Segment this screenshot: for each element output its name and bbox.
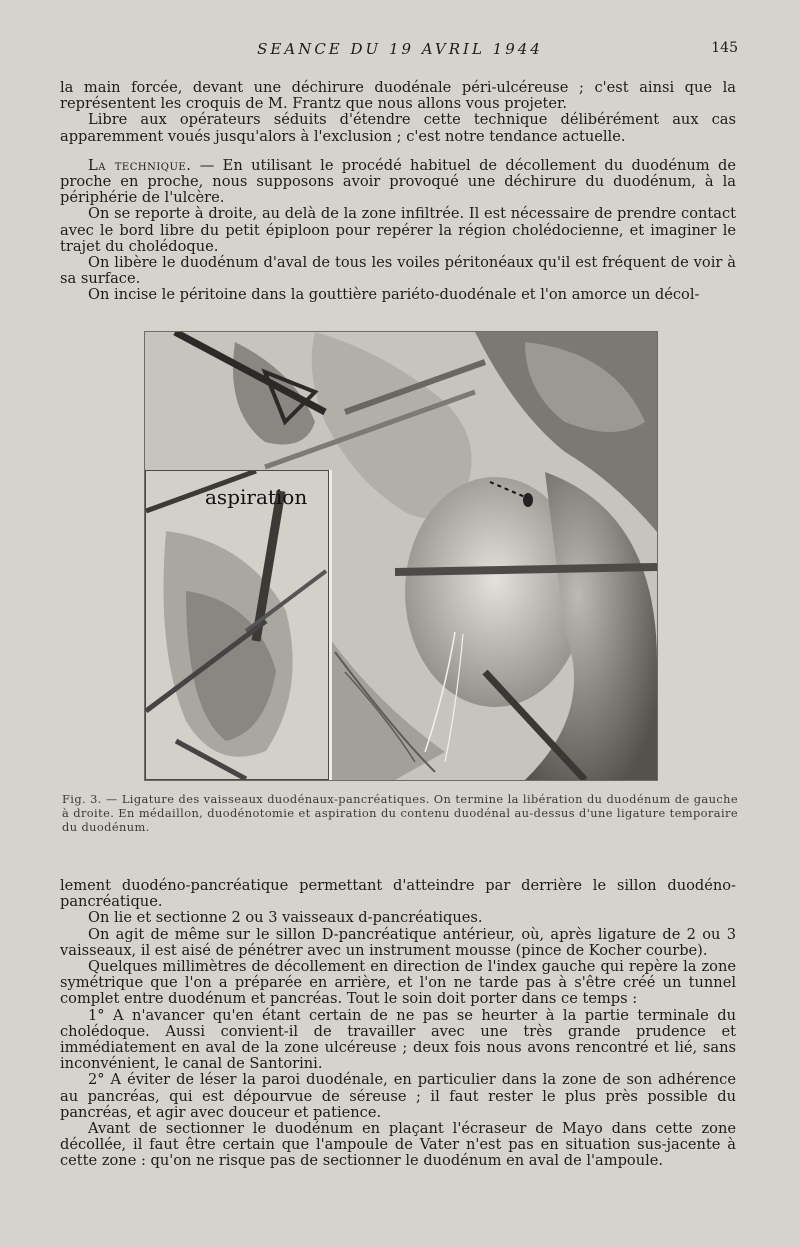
page-number: 145 [711, 40, 738, 56]
technique-paragraph [60, 158, 736, 207]
paragraph: 2° A éviter de léser la paroi duodénale, en particulier dans la zone de son adhérence au pancréas, qui est dépourvue de séreuse ; il faut rester le plus près possible du pancréas, et agir avec douceur et patience. [60, 1071, 736, 1121]
bottom-text [60, 878, 736, 1170]
paragraph: On lie et sectionne 2 ou 3 vaisseaux d-pancréatiques. [88, 909, 483, 927]
paragraph: On agit de même sur le sillon D-pancréatique antérieur, où, après ligature de 2 ou 3 vaisseaux, il est aisé de pénétrer avec un instrument mousse (pince de Kocher courbe). [60, 925, 736, 959]
paragraph: On se reporte à droite, au delà de la zone infiltrée. Il est nécessaire de prendre contact avec le bord libre du petit épiploon pour repérer la région cholédocienne, et imaginer le trajet du cholédoque. [60, 205, 736, 255]
running-title: SEANCE DU 19 AVRIL 1944 [257, 40, 543, 58]
paragraph: 1° A n'avancer qu'en étant certain de ne pas se heurter à la partie terminale du cholédoque. Aussi convient-il de travailler avec une très grande prudence et immédiatement en aval de la zone ulcéreuse ; deux fois nous avons rencontré et lié, sans inconvénient, le canal de Santorini. [60, 1006, 736, 1073]
paragraph: Quelques millimètres de décollement en direction de l'index gauche qui repère la zone symétrique que l'on a préparée en arrière, et l'on ne tarde pas à s'être créé un tunnel complet entre duodénum et pancréas. Tout le soin doit porter dans ce temps : [60, 958, 736, 1008]
inset-medallion [145, 470, 329, 780]
top-text [60, 80, 736, 304]
paragraph: On libère le duodénum d'aval de tous les voiles péritonéaux qu'il est fréquent de voir à sa surface. [60, 254, 736, 288]
page-header [0, 40, 800, 62]
section-heading: La technique. [88, 156, 192, 174]
paragraph: Avant de sectionner le duodénum en plaçant l'écraseur de Mayo dans cette zone décollée, il faut être certain que l'ampoule de Vater n'est pas en situation sus-jacente à cette zone : qu'on ne risque pas de sectionner le duodénum en aval de l'ampoule. [60, 1120, 736, 1170]
figure-caption: Fig. 3. — Ligature des vaisseaux duodénaux-pancréatiques. On termine la libération du duodénum de gauche à droite. En médaillon, duodénotomie et aspiration du contenu duodénal au-dessus d'une ligature temporaire du duodénum. [62, 792, 738, 834]
inset-drawing [146, 471, 328, 779]
paragraph: Libre aux opérateurs séduits d'étendre cette technique délibérément aux cas apparemment voués jusqu'alors à l'exclusion ; c'est notre tendance actuelle. [60, 111, 736, 145]
paragraph: On incise le péritoine dans la gouttière pariéto-duodénale et l'on amorce un décol- [88, 286, 700, 304]
technique-text: — En utilisant le procédé habituel de décollement du duodénum de proche en proche, nous supposons avoir provoqué une déchirure du duodénum, à la périphérie de l'ulcère. [60, 156, 736, 207]
inset-label-aspiration: aspiration [205, 485, 308, 509]
paragraph: lement duodéno-pancréatique permettant d'atteindre par derrière le sillon duodéno-pancréatique. [60, 877, 736, 911]
paragraph: la main forcée, devant une déchirure duodénale péri-ulcéreuse ; c'est ainsi que la représentent les croquis de M. Frantz que nous allons vous projeter. [60, 79, 736, 113]
